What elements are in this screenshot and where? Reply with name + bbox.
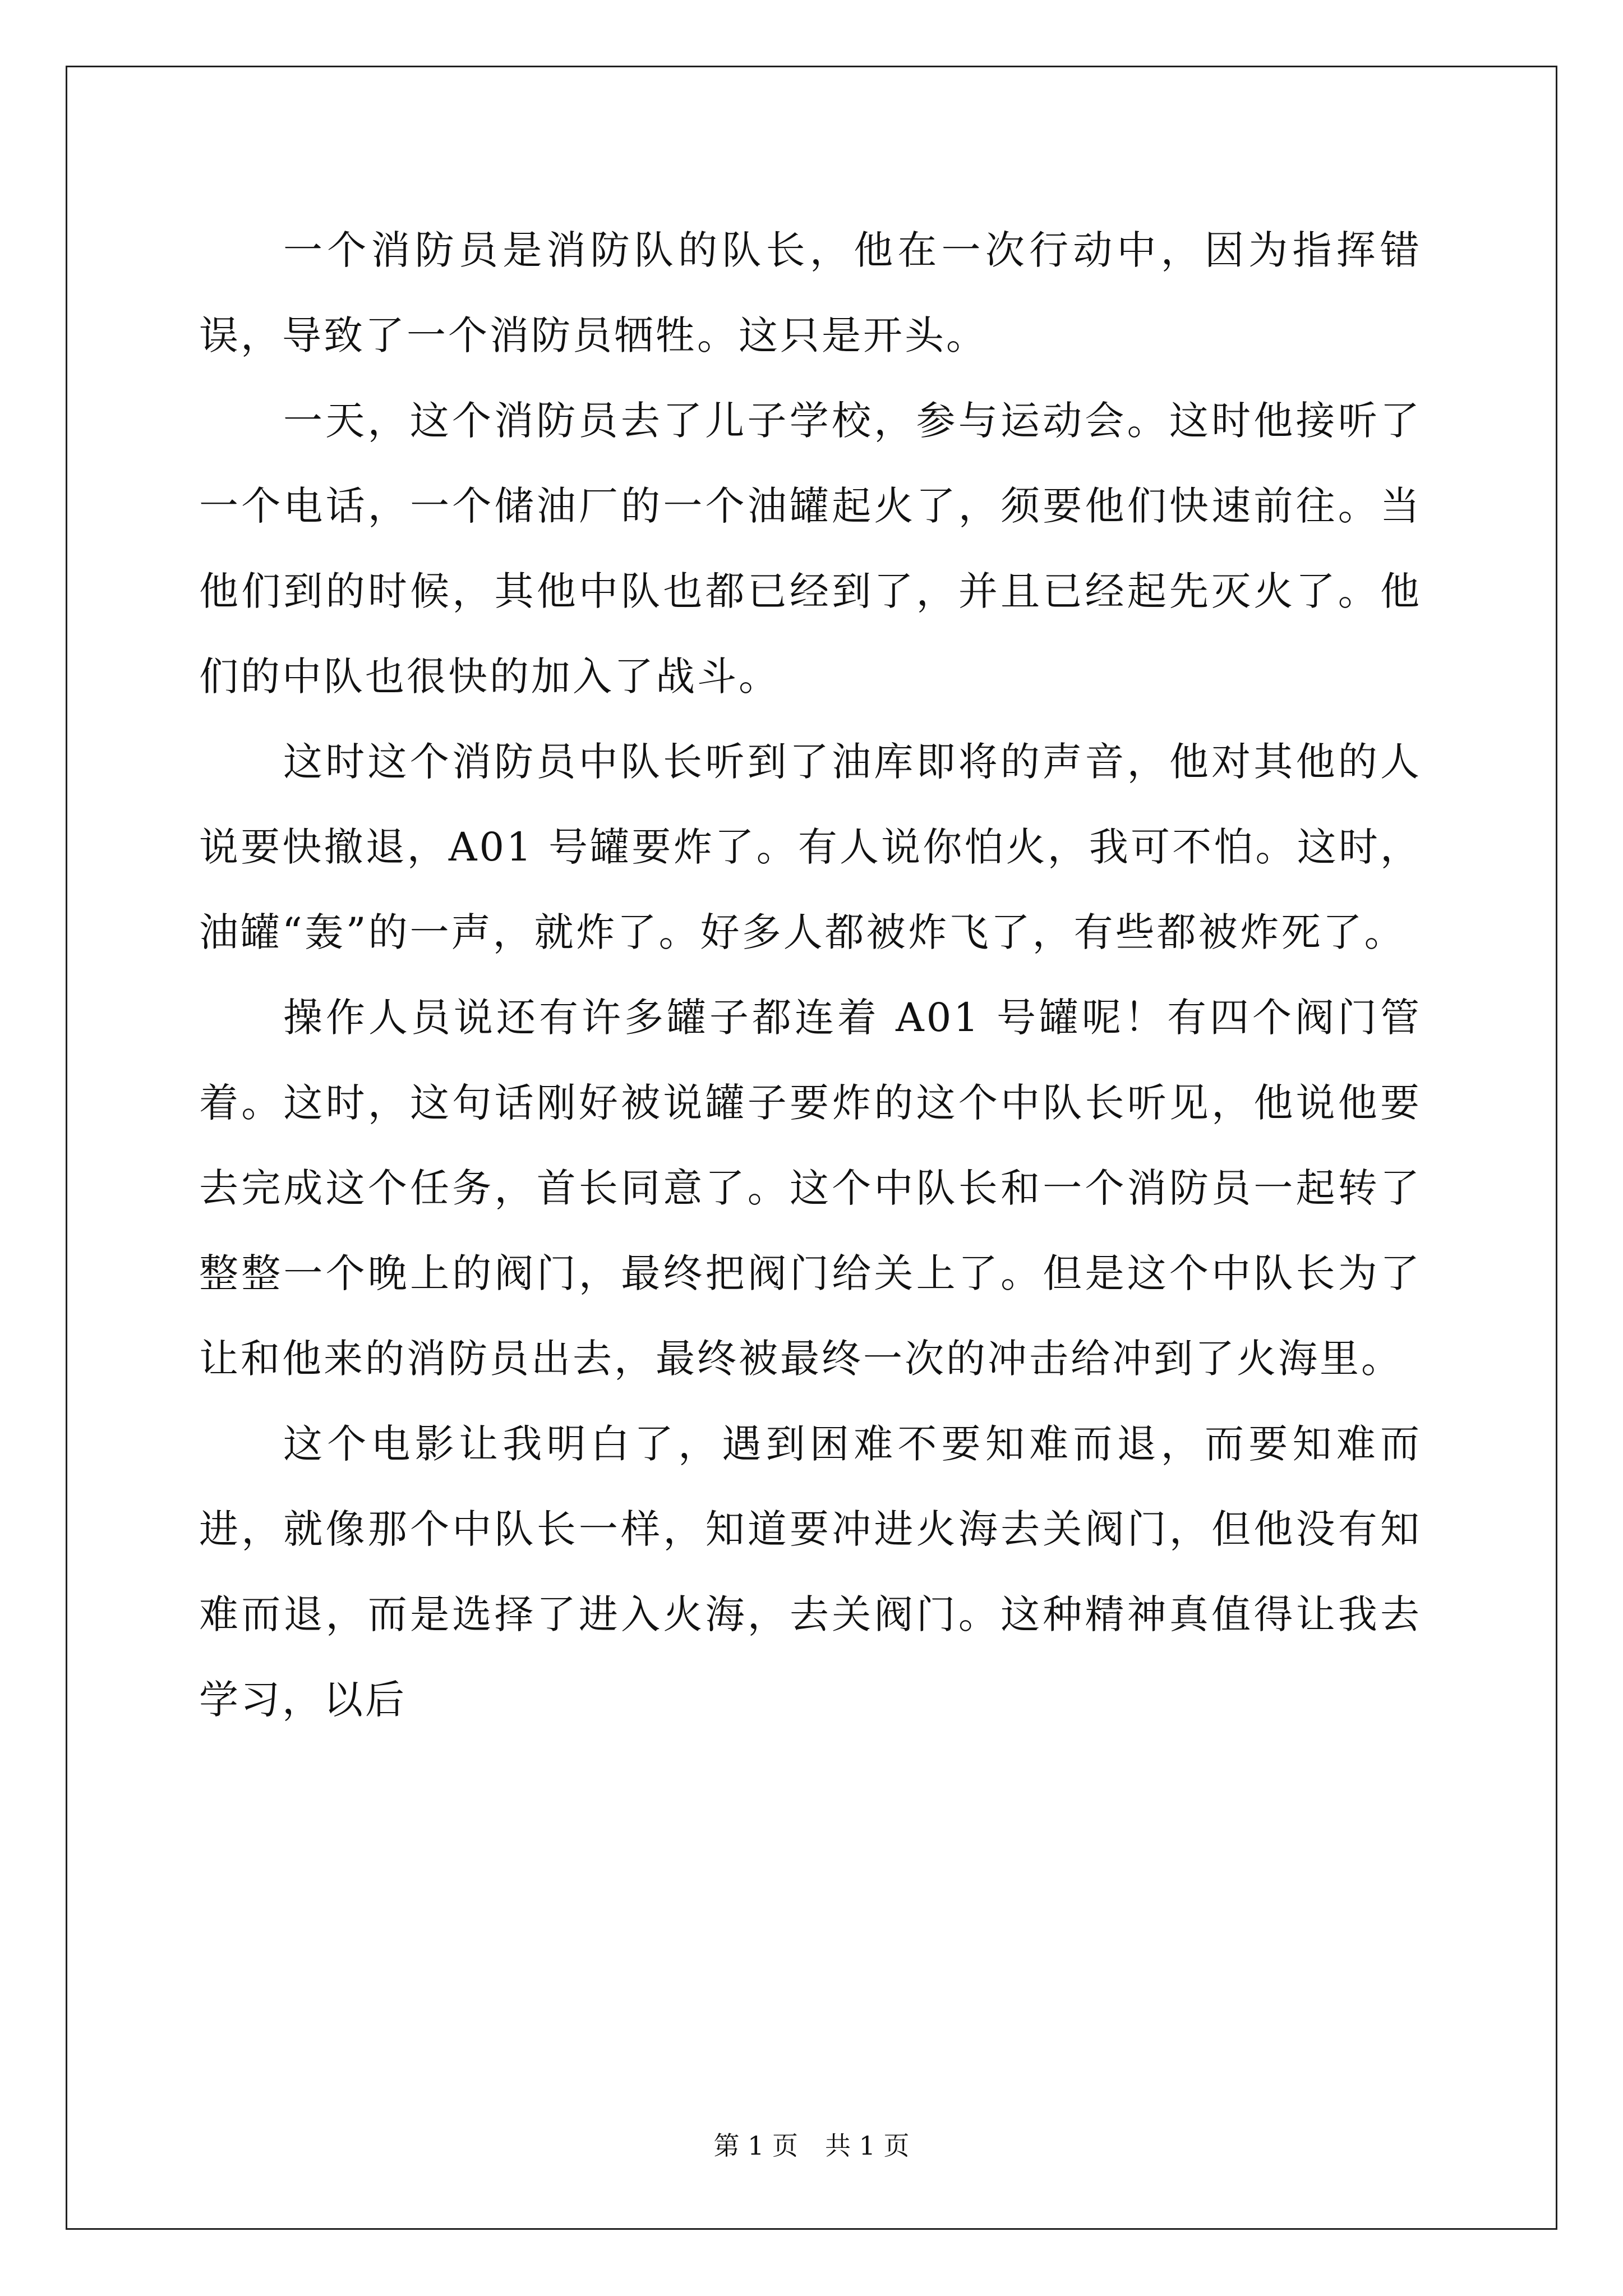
paragraph-3: 这时这个消防员中队长听到了油库即将的声音，他对其他的人说要快撤退，A01 号罐要炸了。有人说你怕火，我可不怕。这时，油罐“轰”的一声，就炸了。好多人都被炸飞了，有些都被炸死了。 bbox=[199, 739, 1422, 955]
paragraph-1: 一个消防员是消防队的队长，他在一次行动中，因为指挥错误，导致了一个消防员牺牲。这只是开头。 bbox=[199, 227, 1422, 358]
page-total: 共 1 页 bbox=[825, 2131, 910, 2161]
paragraph-2: 一天，这个消防员去了儿子学校，参与运动会。这时他接听了一个电话，一个储油厂的一个油罐起火了，须要他们快速前往。当他们到的时候，其他中队也都已经到了，并且已经起先灭火了。他们的中队也很快的加入了战斗。 bbox=[199, 398, 1422, 700]
paragraph-4: 操作人员说还有许多罐子都连着 A01 号罐呢！有四个阀门管着。这时，这句话刚好被说罐子要炸的这个中队长听见，他说他要去完成这个任务，首长同意了。这个中队长和一个消防员一起转了整整一个晚上的阀门，最终把阀门给关上了。但是这个中队长为了让和他来的消防员出去，最终被最终一次的冲击给冲到了火海里。 bbox=[199, 995, 1422, 1382]
document-body bbox=[199, 208, 1422, 1742]
page-number: 第 1 页 bbox=[713, 2131, 798, 2161]
page-footer bbox=[0, 2129, 1623, 2162]
paragraph-5: 这个电影让我明白了，遇到困难不要知难而退，而要知难而进，就像那个中队长一样，知道要冲进火海去关阀门，但他没有知难而退，而是选择了进入火海，去关阀门。这种精神真值得让我去学习，以后 bbox=[199, 1421, 1422, 1723]
